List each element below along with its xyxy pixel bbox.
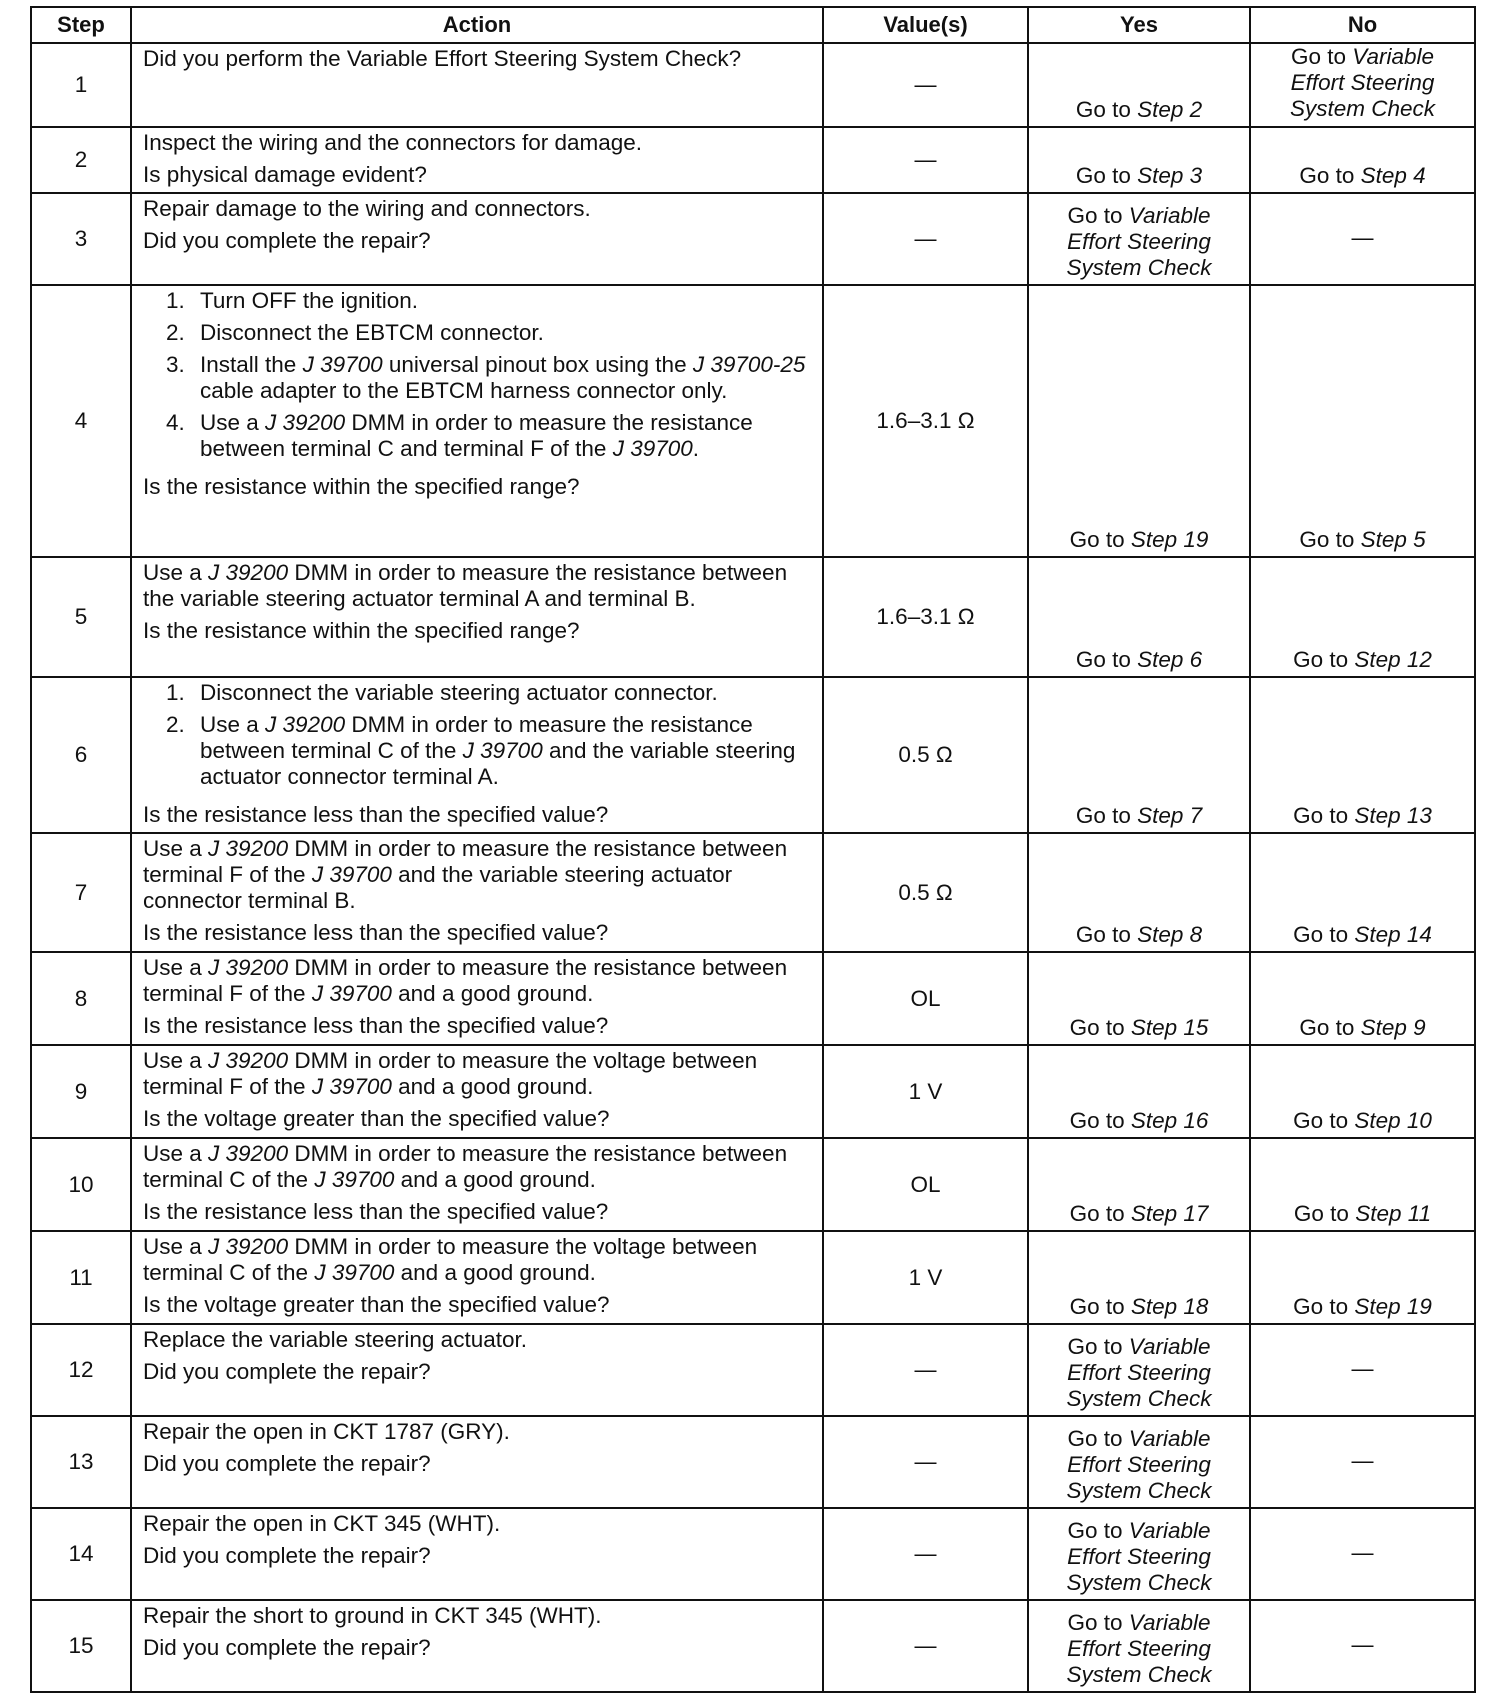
no-cell: —: [1250, 1600, 1475, 1692]
step-number: 7: [31, 833, 131, 952]
step-number: 14: [31, 1508, 131, 1600]
yes-cell: Go to Step 2: [1028, 43, 1250, 127]
action-question: Is the resistance less than the specified value?: [143, 802, 609, 827]
yes-cell: Go to Step 19: [1028, 285, 1250, 557]
action-text: Repair damage to the wiring and connectors.: [143, 196, 591, 221]
no-cell: —: [1250, 1416, 1475, 1508]
no-cell: Go to Step 9: [1250, 952, 1475, 1045]
step-number: 12: [31, 1324, 131, 1416]
step-number: 15: [31, 1600, 131, 1692]
yes-cell: Go to Step 7: [1028, 677, 1250, 833]
no-cell: Go to Step 12: [1250, 557, 1475, 677]
step-number: 6: [31, 677, 131, 833]
action-text: Use a J 39200 DMM in order to measure the resistance between terminal F of the J 39700 and a good ground.: [143, 955, 788, 1006]
table-row: [31, 1231, 1475, 1324]
action-text: Repair the open in CKT 1787 (GRY).: [143, 1419, 510, 1444]
table-row: [31, 557, 1475, 677]
step-number: 4: [31, 285, 131, 557]
table-row: [31, 127, 1475, 193]
action-text: Use a J 39200 DMM in order to measure the resistance between the variable steering actuator terminal A and terminal B.: [143, 560, 788, 611]
yes-cell: Go to Variable Effort Steering System Check: [1028, 1324, 1250, 1416]
action-question: Is the resistance within the specified range?: [143, 618, 580, 643]
step-number: 8: [31, 952, 131, 1045]
action-text: Use a J 39200 DMM in order to measure the resistance between terminal C of the J 39700 and a good ground.: [143, 1141, 788, 1192]
no-cell: Go to Step 5: [1250, 285, 1475, 557]
value-cell: 1.6–3.1 Ω: [823, 285, 1028, 557]
yes-cell: Go to Step 3: [1028, 127, 1250, 193]
value-cell: —: [823, 1416, 1028, 1508]
header-values: Value(s): [823, 7, 1028, 43]
header-action: Action: [131, 7, 823, 43]
no-cell: Go to Variable Effort Steering System Check: [1250, 43, 1475, 127]
no-cell: —: [1250, 1324, 1475, 1416]
header-step: Step: [31, 7, 131, 43]
table-row: [31, 1600, 1475, 1692]
list-item: 2. Disconnect the EBTCM connector.: [166, 320, 544, 345]
table-row: [31, 1045, 1475, 1138]
no-cell: —: [1250, 1508, 1475, 1600]
value-cell: —: [823, 43, 1028, 127]
table-row: [31, 1508, 1475, 1600]
list-item: 1. Disconnect the variable steering actuator connector.: [166, 680, 718, 705]
action-text: Repair the short to ground in CKT 345 (WHT).: [143, 1603, 602, 1628]
value-cell: —: [823, 1324, 1028, 1416]
action-question: Is the resistance within the specified range?: [143, 474, 580, 499]
action-question: Did you complete the repair?: [143, 1359, 431, 1384]
action-question: Did you complete the repair?: [143, 1635, 431, 1660]
step-number: 3: [31, 193, 131, 285]
value-cell: OL: [823, 1138, 1028, 1231]
no-cell: Go to Step 14: [1250, 833, 1475, 952]
value-cell: 1 V: [823, 1231, 1028, 1324]
action-text: Use a J 39200 DMM in order to measure the voltage between terminal C of the J 39700 and a good ground.: [143, 1234, 758, 1285]
action-question: Did you complete the repair?: [143, 1543, 431, 1568]
action-question: Did you complete the repair?: [143, 1451, 431, 1476]
list-item: 4. Use a J 39200 DMM in order to measure the resistance between terminal C and terminal F of the J 39700.: [166, 410, 753, 461]
list-item: 2. Use a J 39200 DMM in order to measure the resistance between terminal C of the J 39700 and the variable steering actuator connector terminal A.: [166, 712, 796, 789]
no-cell: Go to Step 4: [1250, 127, 1475, 193]
action-text: Inspect the wiring and the connectors for damage.: [143, 130, 643, 155]
table-row: [31, 952, 1475, 1045]
value-cell: 1.6–3.1 Ω: [823, 557, 1028, 677]
diagnostic-table: [30, 6, 1476, 1693]
table-row: [31, 1138, 1475, 1231]
step-number: 13: [31, 1416, 131, 1508]
yes-cell: Go to Step 16: [1028, 1045, 1250, 1138]
action-text: Use a J 39200 DMM in order to measure the resistance between terminal F of the J 39700 and the variable steering actuator connector terminal B.: [143, 836, 788, 913]
yes-cell: Go to Step 17: [1028, 1138, 1250, 1231]
procedure-list: [143, 680, 814, 796]
yes-cell: Go to Step 18: [1028, 1231, 1250, 1324]
action-question: Is the resistance less than the specified value?: [143, 1013, 609, 1038]
table-row: [31, 1324, 1475, 1416]
no-cell: Go to Step 19: [1250, 1231, 1475, 1324]
action-question: Is the resistance less than the specified value?: [143, 1199, 609, 1224]
yes-cell: Go to Step 8: [1028, 833, 1250, 952]
header-yes: Yes: [1028, 7, 1250, 43]
step-number: 10: [31, 1138, 131, 1231]
action-text: Repair the open in CKT 345 (WHT).: [143, 1511, 501, 1536]
value-cell: —: [823, 193, 1028, 285]
yes-cell: Go to Variable Effort Steering System Check: [1028, 1416, 1250, 1508]
list-item: 1. Turn OFF the ignition.: [166, 288, 419, 313]
no-cell: Go to Step 10: [1250, 1045, 1475, 1138]
value-cell: 1 V: [823, 1045, 1028, 1138]
yes-cell: Go to Variable Effort Steering System Check: [1028, 1600, 1250, 1692]
step-number: 2: [31, 127, 131, 193]
action-question: Is the resistance less than the specified value?: [143, 920, 609, 945]
list-item: 3. Install the J 39700 universal pinout box using the J 39700-25 cable adapter to the EBTCM harness connector only.: [166, 352, 806, 403]
yes-cell: Go to Variable Effort Steering System Check: [1028, 193, 1250, 285]
table-row: [31, 43, 1475, 127]
value-cell: —: [823, 127, 1028, 193]
action-question: Is the voltage greater than the specified value?: [143, 1106, 610, 1131]
header-row: [31, 7, 1475, 43]
no-cell: —: [1250, 193, 1475, 285]
action-question: Did you complete the repair?: [143, 228, 431, 253]
table-row: [31, 677, 1475, 833]
action-text: Replace the variable steering actuator.: [143, 1327, 527, 1352]
diagnostic-table-container: [30, 6, 1474, 1693]
action-question: Is physical damage evident?: [143, 162, 427, 187]
step-number: 1: [31, 43, 131, 127]
no-cell: Go to Step 13: [1250, 677, 1475, 833]
table-row: [31, 833, 1475, 952]
no-cell: Go to Step 11: [1250, 1138, 1475, 1231]
procedure-list: [143, 288, 814, 468]
step-number: 9: [31, 1045, 131, 1138]
action-text: Use a J 39200 DMM in order to measure the voltage between terminal F of the J 39700 and a good ground.: [143, 1048, 758, 1099]
step-number: 5: [31, 557, 131, 677]
action-question: Is the voltage greater than the specified value?: [143, 1292, 610, 1317]
value-cell: OL: [823, 952, 1028, 1045]
header-no: No: [1250, 7, 1475, 43]
table-row: [31, 285, 1475, 557]
table-row: [31, 193, 1475, 285]
value-cell: 0.5 Ω: [823, 677, 1028, 833]
action-text: Did you perform the Variable Effort Steering System Check?: [143, 46, 742, 71]
yes-cell: Go to Step 15: [1028, 952, 1250, 1045]
value-cell: —: [823, 1508, 1028, 1600]
yes-cell: Go to Variable Effort Steering System Check: [1028, 1508, 1250, 1600]
step-number: 11: [31, 1231, 131, 1324]
yes-cell: Go to Step 6: [1028, 557, 1250, 677]
value-cell: —: [823, 1600, 1028, 1692]
value-cell: 0.5 Ω: [823, 833, 1028, 952]
table-row: [31, 1416, 1475, 1508]
